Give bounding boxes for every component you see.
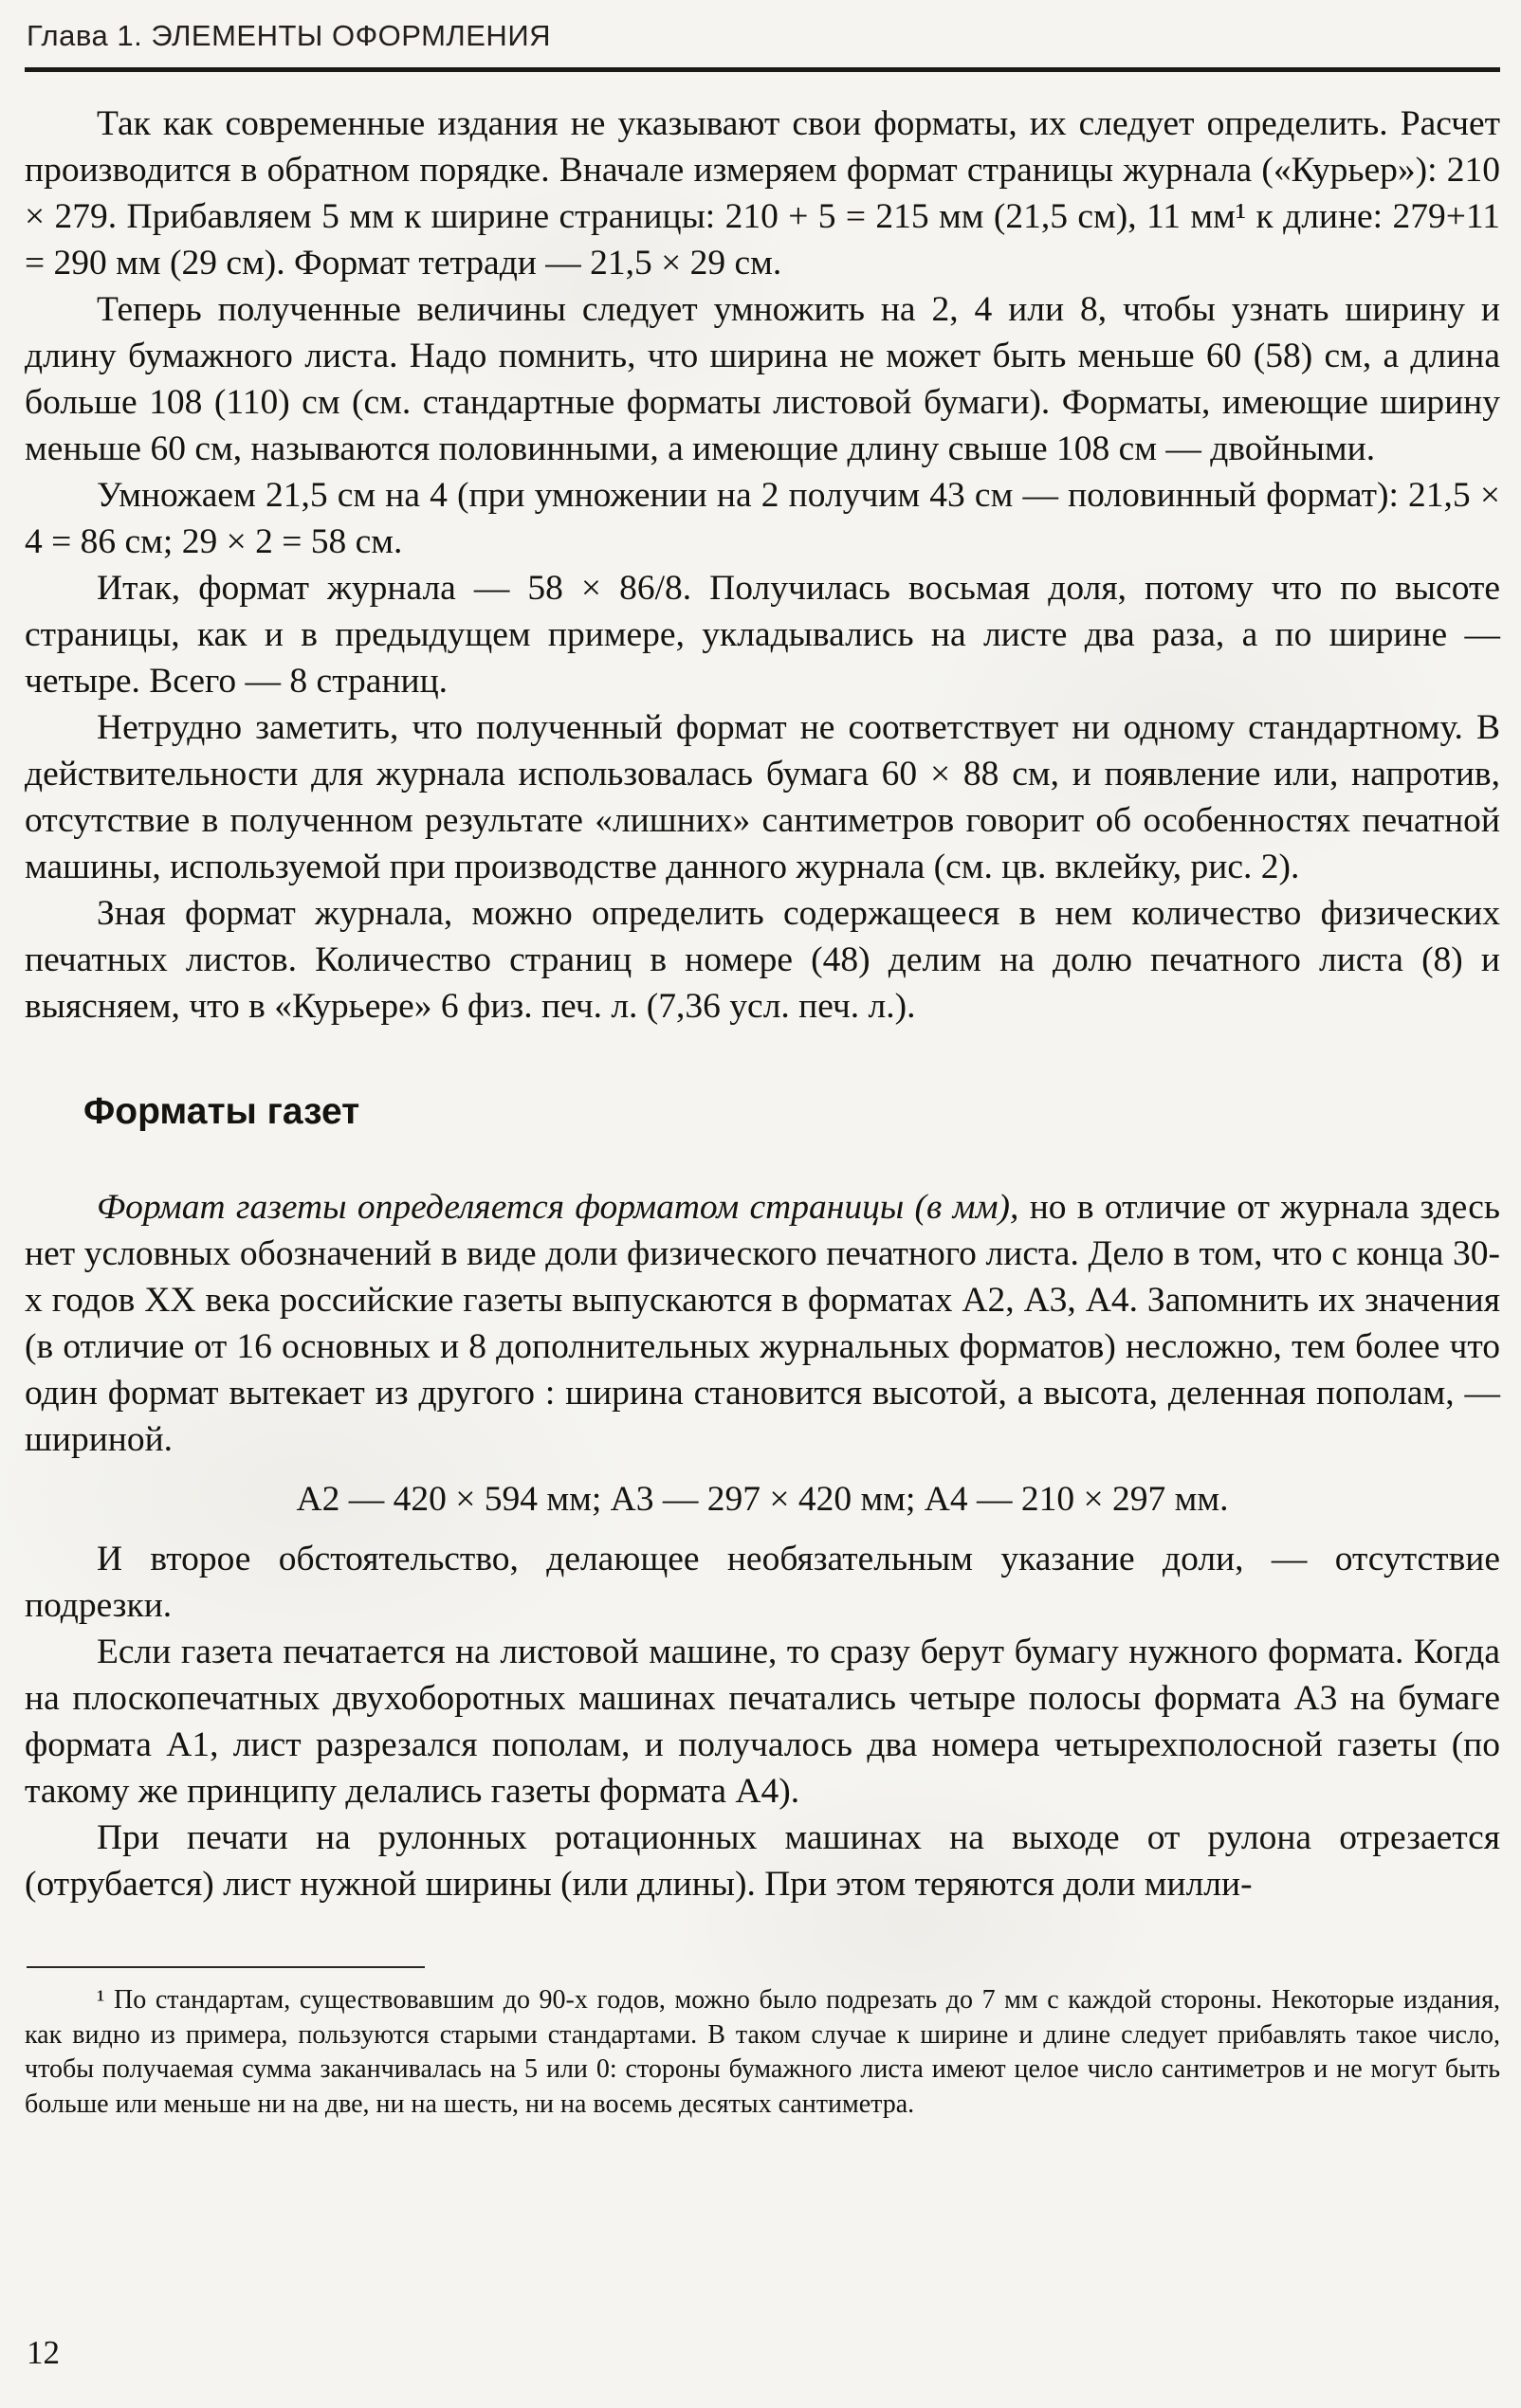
paragraph: Нетрудно заметить, что полученный формат не соответствует ни одному стандартному. В действительности для журнала использовалась бумага 60 × 88 см, и появление или, напротив, отсутствие в полученном результате «лишних» сантиметров говорит об особенностях печатной машины, используемой при производстве данного журнала (см. цв. вклейку, рис. 2).: [25, 708, 1500, 886]
paragraph: Зная формат журнала, можно определить содержащееся в нем количество физических печатных листов. Количество страниц в номере (48) делим на долю печатного листа (8) и выясняем, что в «Курьере» 6 физ. печ. л. (7,36 усл. печ. л.).: [25, 894, 1500, 1026]
paragraph: И второе обстоятельство, делающее необязательным указание доли, — отсутствие подрезки.: [25, 1540, 1500, 1625]
page-number: 12: [27, 2334, 60, 2371]
paragraph: Если газета печатается на листовой машине, то сразу берут бумагу нужного формата. Когда на плоскопечатных двухоборотных машинах печатались четыре полосы формата А3 на бумаге формата А1, лист разрезался пополам, и получалось два номера четырехполосной газеты (по такому же принципу делались газеты формата А4).: [25, 1633, 1500, 1811]
paragraph: Итак, формат журнала — 58 × 86/8. Получилась восьмая доля, потому что по высоте страницы, как и в предыдущем примере, укладывались на листе два раза, а по ширине — четыре. Всего — 8 страниц.: [25, 569, 1500, 701]
paragraph: Теперь полученные величины следует умножить на 2, 4 или 8, чтобы узнать ширину и длину бумажного листа. Надо помнить, что ширина не может быть меньше 60 (58) см, а длина больше 108 (110) см (см. стандартные форматы листовой бумаги). Форматы, имеющие ширину меньше 60 см, называются половинными, а имеющие длину свыше 108 см — двойными.: [25, 290, 1500, 468]
page-body: [25, 100, 1500, 2122]
italic-lead-text: Формат газеты определяется форматом страницы (в мм),: [97, 1188, 1019, 1227]
paragraph: Умножаем 21,5 см на 4 (при умножении на 2 получим 43 см — половинный формат): 21,5 × 4 = 86 см; 29 × 2 = 58 см.: [25, 476, 1500, 561]
paragraph: При печати на рулонных ротационных машинах на выходе от рулона отрезается (отрубается) лист нужной ширины (или длины). При этом теряются доли милли-: [25, 1818, 1500, 1904]
footnote-text: ¹ По стандартам, существовавшим до 90-х годов, можно было подрезать до 7 мм с каждой стороны. Некоторые издания, как видно из примера, пользуются старыми стандартами. В таком случае к ширине и длине следует прибавлять такое число, чтобы получаемая сумма заканчивалась на 5 или 0: стороны бумажного листа имеют целое число сантиметров и не могут быть больше или меньше ни на две, ни на шесть, ни на восемь десятых сантиметра.: [25, 1985, 1500, 2119]
section-heading-newspaper-formats: Форматы газет: [83, 1091, 360, 1132]
footnote-rule: [27, 1966, 425, 1968]
header-rule: [25, 67, 1500, 72]
chapter-header: Глава 1. ЭЛЕМЕНТЫ ОФОРМЛЕНИЯ: [27, 19, 551, 52]
paragraph-with-italic-lead: [25, 1184, 1500, 1463]
paragraph: Так как современные издания не указывают свои форматы, их следует определить. Расчет производится в обратном порядке. Вначале измеряем формат страницы журнала («Курьер»): 210 × 279. Прибавляем 5 мм к ширине страницы: 210 + 5 = 215 мм (21,5 см), 11 мм¹ к длине: 279+11 = 290 мм (29 см). Формат тетради — 21,5 × 29 см.: [25, 104, 1500, 283]
paragraph-rest-text: но в отличие от журнала здесь нет условных обозначений в виде доли физического печатного листа. Дело в том, что с конца 30-х годов XX века российские газеты выпускаются в форматах А2, А3, А4. Запомнить их значения (в отличие от 16 основных и 8 дополнительных журнальных форматов) несложно, тем более что один формат вытекает из другого : ширина становится высотой, а высота, деленная пополам, — шириной.: [25, 1188, 1500, 1459]
format-formula-line: А2 — 420 × 594 мм; А3 — 297 × 420 мм; А4 — 210 × 297 мм.: [296, 1480, 1229, 1519]
footnote-block: [25, 1966, 1500, 2122]
